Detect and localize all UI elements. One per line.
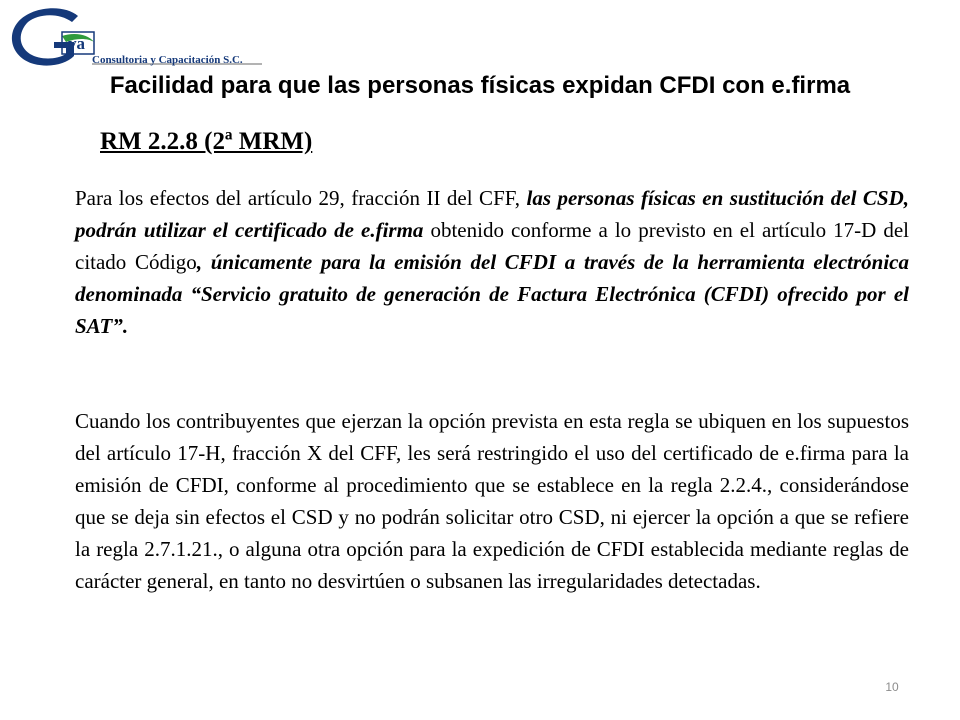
rule-reference: RM 2.2.8 (2ª MRM) <box>100 128 313 155</box>
paragraph-1-segment-3: obtenido conforme a lo previsto en el artículo 17-D del citado Código <box>75 218 909 274</box>
page-number: 10 <box>885 680 899 694</box>
company-logo <box>4 2 266 74</box>
paragraph-1 <box>75 182 909 342</box>
logo-tagline: Consultoria y Capacitación S.C. <box>92 54 243 66</box>
page-title: Facilidad para que las personas físicas expidan CFDI con e.firma <box>109 72 851 99</box>
paragraph-1-segment-1: Para los efectos del artículo 29, fracción II del CFF, <box>75 186 527 210</box>
paragraph-1-emphasis-1: las personas físicas en sustitución del CSD, podrán utilizar el certificado de e.firma <box>75 186 910 242</box>
paragraph-1-emphasis-2: , únicamente para la emisión del CFDI a través de la herramienta electrónica denominada “Servicio gratuito de generación de Factura Electrónica (CFDI) ofrecido por el SAT”. <box>75 250 910 338</box>
logo-va-text: va <box>68 34 85 53</box>
paragraph-2: Cuando los contribuyentes que ejerzan la opción prevista en esta regla se ubiquen en los supuestos del artículo 17-H, fracción X del CFF, les será restringido el uso del certificado de e.firma para la emisión de CFDI, conforme al procedimiento que se establece en la regla 2.2.4., considerándose que se deja sin efectos el CSD y no podrán solicitar otro CSD, ni ejercer la opción a que se refiere la regla 2.7.1.21., o alguna otra opción para la expedición de CFDI establecida mediante reglas de carácter general, en tanto no desvirtúen o subsanen las irregularidades detectadas. <box>75 409 909 593</box>
